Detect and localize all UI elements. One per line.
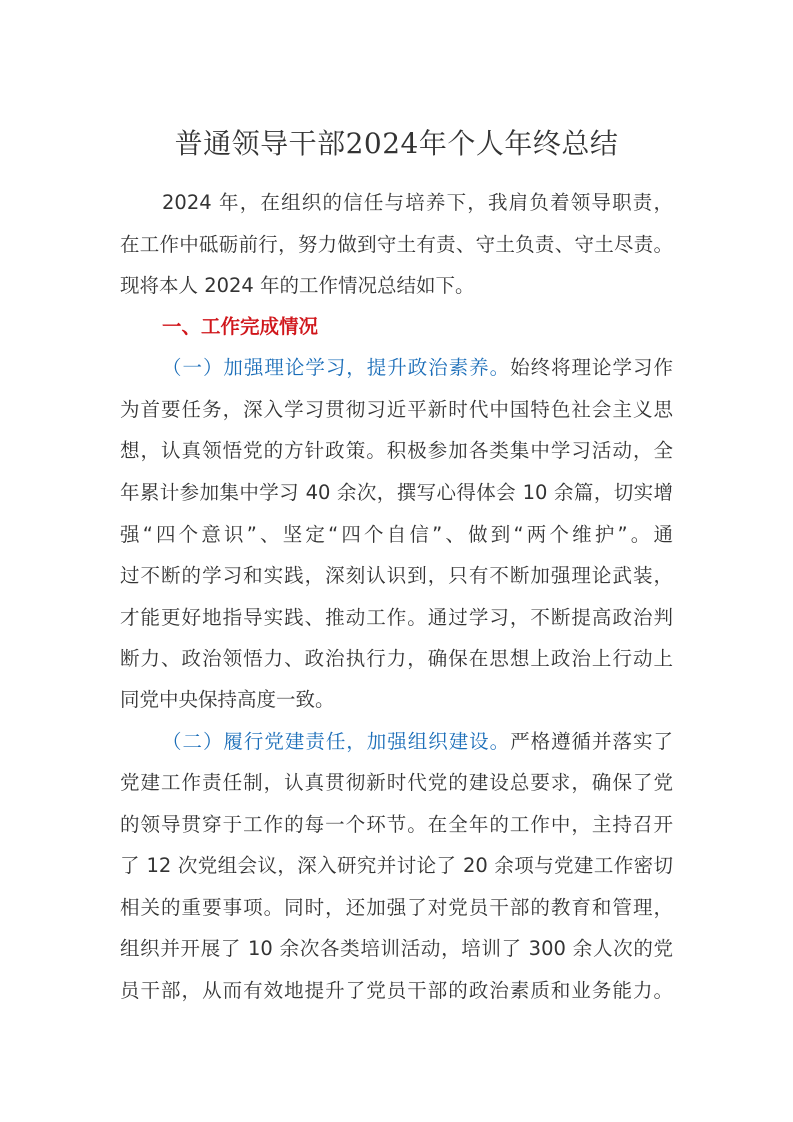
- paragraph-line: 组织并开展了 10 余次各类培训活动，培训了 300 余人次的党: [120, 937, 673, 960]
- subsection-heading: （二）履行党建责任，加强组织建设。: [162, 730, 511, 753]
- paragraph-line: 的领导贯穿于工作的每一个环节。在全年的工作中，主持召开: [120, 813, 673, 836]
- subsection-heading: （一）加强理论学习，提升政治素养。: [162, 356, 511, 379]
- paragraph-line: 过不断的学习和实践，深刻认识到，只有不断加强理论武装，: [120, 564, 673, 587]
- intro-line: 在工作中砥砺前行，努力做到守土有责、守土负责、守土尽责。: [120, 233, 673, 256]
- paragraph-line: 强“四个意识”、坚定“四个自信”、做到“两个维护”。通: [120, 523, 673, 546]
- intro-line: 现将本人 2024 年的工作情况总结如下。: [120, 274, 475, 297]
- paragraph-line: 相关的重要事项。同时，还加强了对党员干部的教育和管理，: [120, 896, 673, 919]
- paragraph-line: 才能更好地指导实践、推动工作。通过学习，不断提高政治判: [120, 606, 673, 629]
- paragraph-line: 党建工作责任制，认真贯彻新时代党的建设总要求，确保了党: [120, 771, 673, 794]
- section-heading: 一、工作完成情况: [162, 315, 319, 338]
- paragraph-line: 想，认真领悟党的方针政策。积极参加各类集中学习活动，全: [120, 439, 673, 462]
- paragraph-text: 严格遵循并落实了: [510, 730, 673, 753]
- paragraph-line: 断力、政治领悟力、政治执行力，确保在思想上政治上行动上: [120, 647, 673, 670]
- paragraph-line: 了 12 次党组会议，深入研究并讨论了 20 余项与党建工作密切: [120, 854, 673, 877]
- paragraph-line: 员干部，从而有效地提升了党员干部的政治素质和业务能力。: [120, 979, 673, 1002]
- subsection-first-line: [162, 356, 673, 380]
- intro-line: 2024 年，在组织的信任与培养下，我肩负着领导职责，: [162, 191, 673, 214]
- subsection-first-line: [162, 730, 673, 754]
- paragraph-line: 为首要任务，深入学习贯彻习近平新时代中国特色社会主义思: [120, 398, 673, 421]
- paragraph-line: 同党中央保持高度一致。: [120, 688, 335, 711]
- paragraph-line: 年累计参加集中学习 40 余次，撰写心得体会 10 余篇，切实增: [120, 481, 673, 504]
- document-title: 普通领导干部2024年个人年终总结: [174, 127, 619, 160]
- paragraph-text: 始终将理论学习作: [510, 356, 673, 379]
